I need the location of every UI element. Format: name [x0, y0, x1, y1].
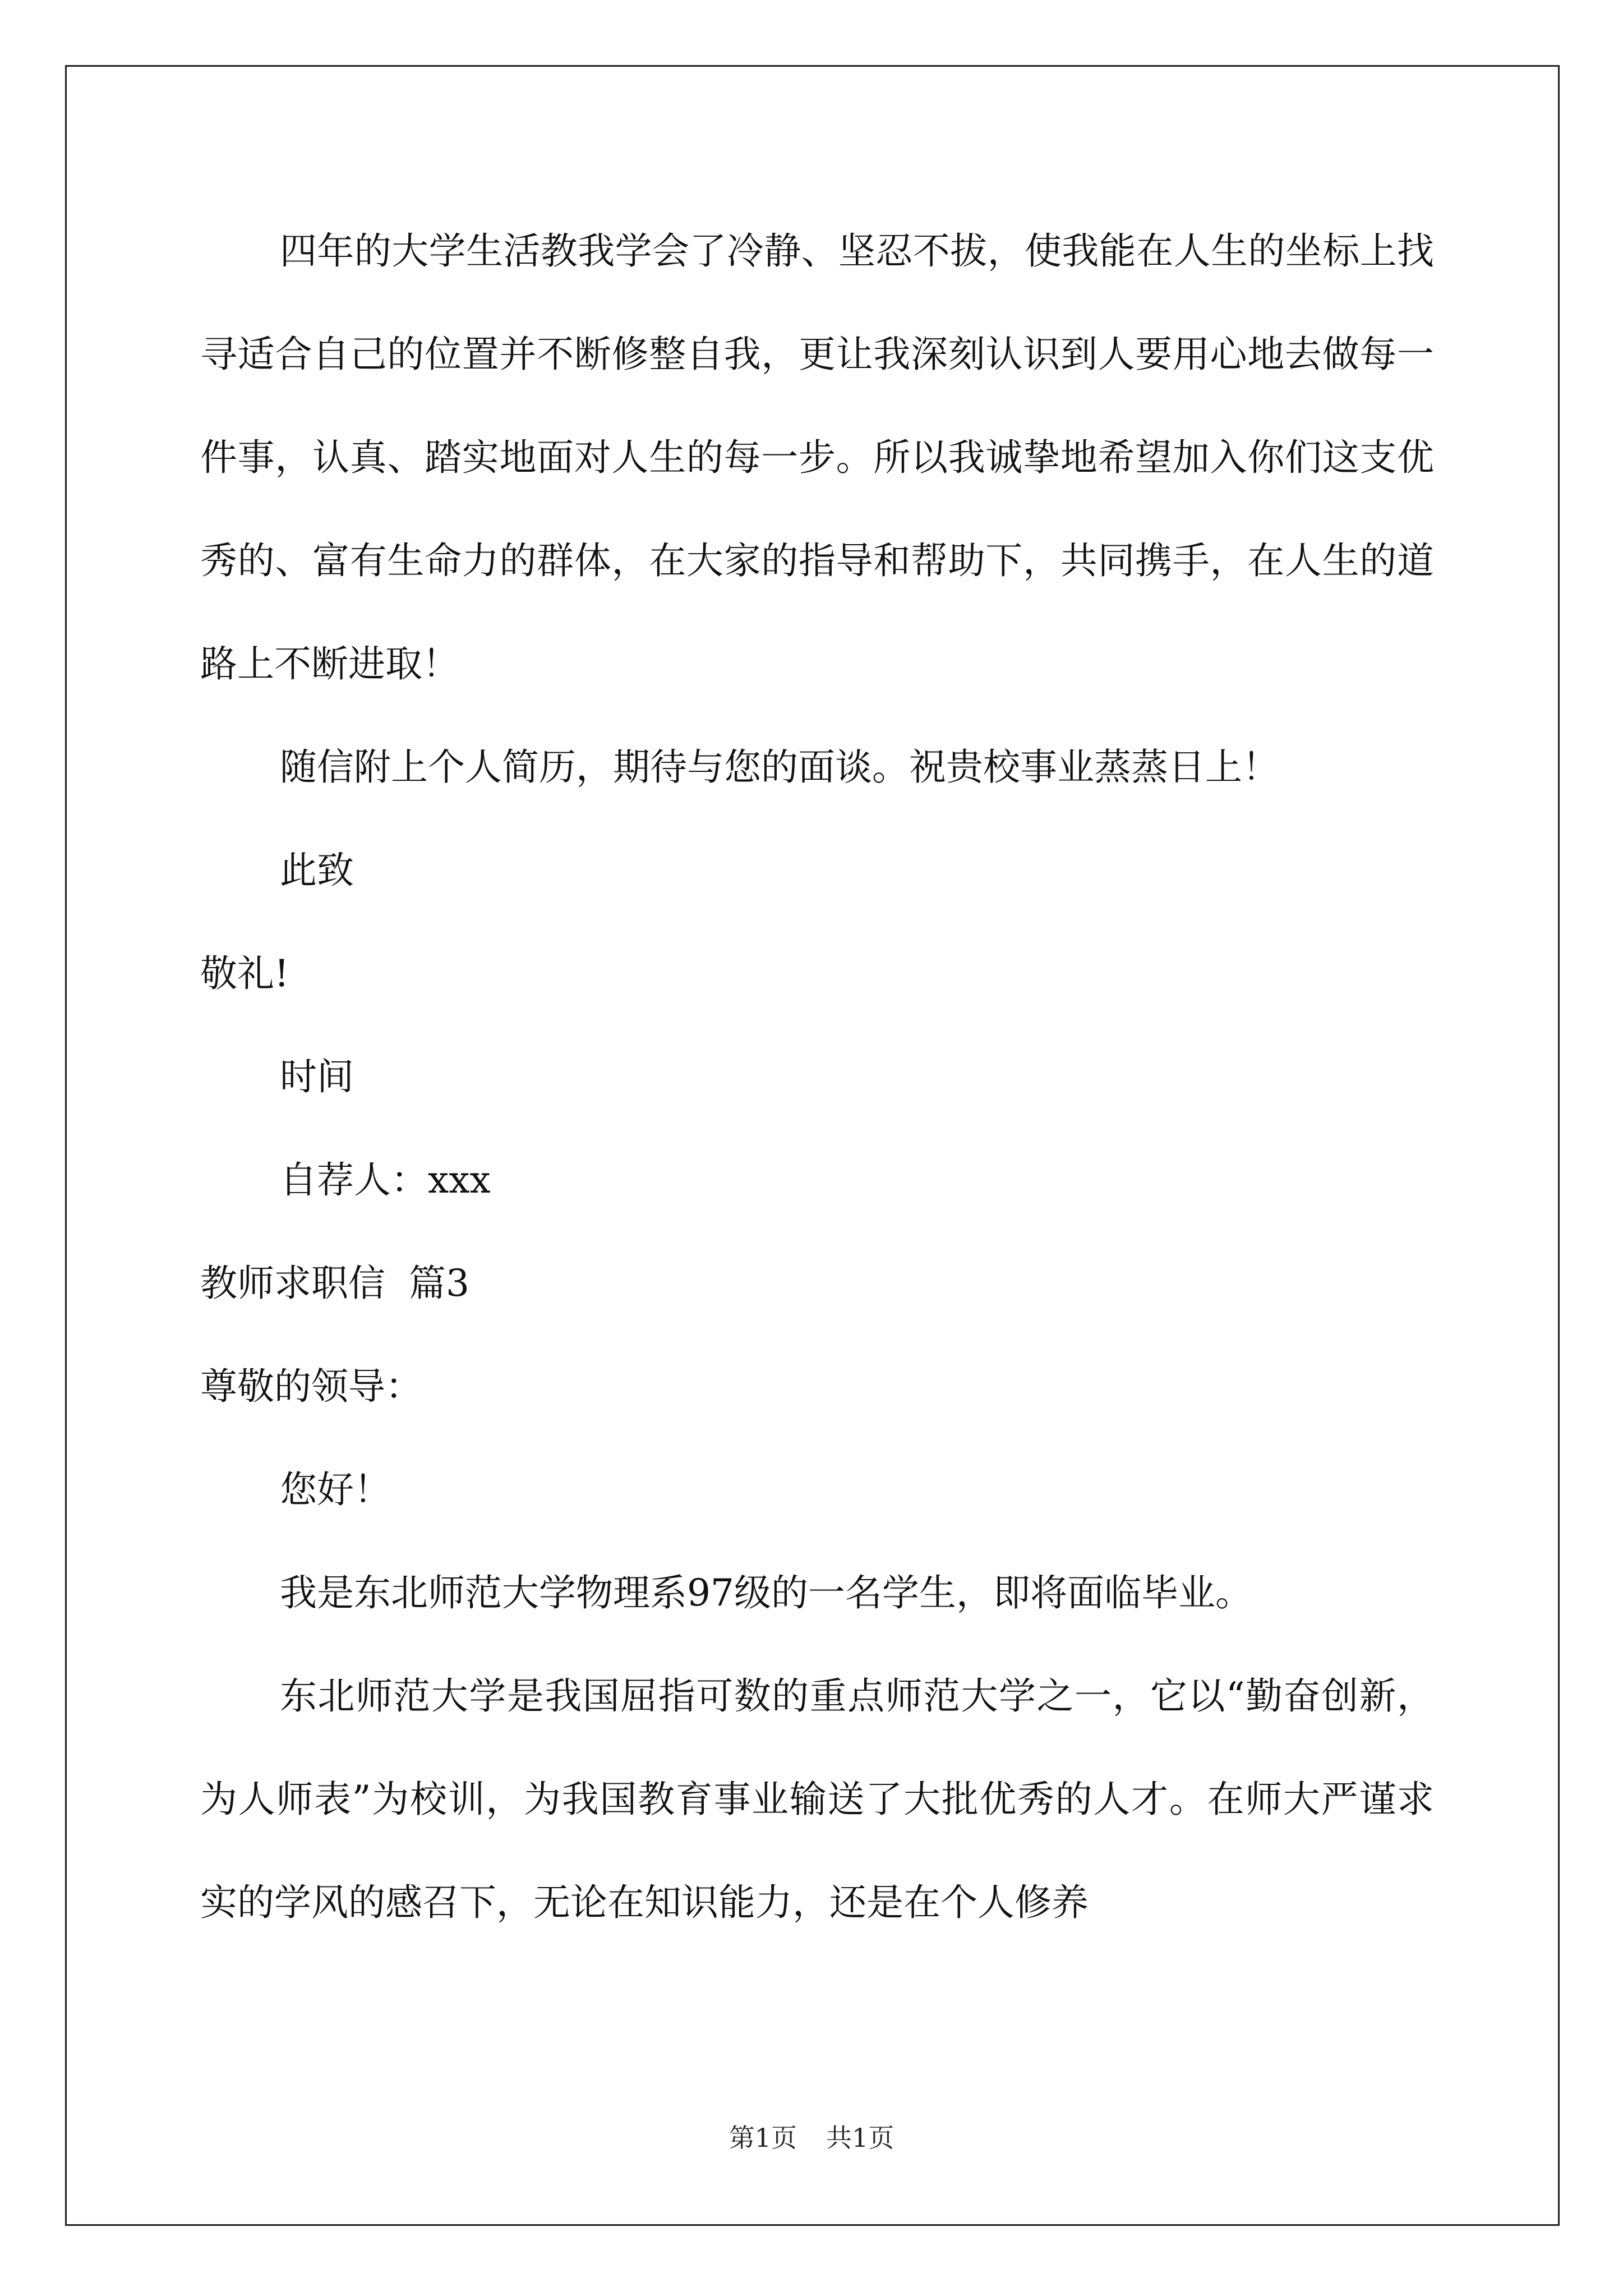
- document-body: [200, 200, 1434, 1954]
- salutation-jingli: 敬礼!: [200, 952, 289, 995]
- section-heading: 教师求职信 篇3: [200, 1262, 469, 1305]
- page-footer: [0, 2118, 1623, 2155]
- page-number: 第1页: [728, 2123, 797, 2153]
- paragraph-introduction: 我是东北师范大学物理系97级的一名学生，即将面临毕业。: [280, 1571, 1252, 1614]
- signature-line: 自荐人：xxx: [280, 1158, 491, 1202]
- paragraph-closing-statement: 四年的大学生活教我学会了冷静、坚忍不拔，使我能在人生的坐标上找寻适合自己的位置并不断修整自我，更让我深刻认识到人要用心地去做每一件事，认真、踏实地面对人生的每一步。所以我诚挚地希望加入你们这支优秀的、富有生命力的群体，在大家的指导和帮助下，共同携手，在人生的道路上不断进取！: [200, 229, 1434, 685]
- paragraph-university: 东北师范大学是我国屈指可数的重点师范大学之一，它以“勤奋创新，为人师表”为校训，为我国教育事业输送了大批优秀的人才。在师大严谨求实的学风的感召下，无论在知识能力，还是在个人修养: [200, 1674, 1434, 1924]
- greeting-recipient: 尊敬的领导：: [200, 1365, 422, 1408]
- salutation-cizhi: 此致: [280, 849, 354, 892]
- greeting-hello: 您好！: [280, 1468, 391, 1511]
- page-total: 共1页: [826, 2123, 895, 2153]
- date-line: 时间: [280, 1055, 354, 1098]
- paragraph-resume-attached: 随信附上个人简历，期待与您的面谈。祝贵校事业蒸蒸日上！: [280, 746, 1279, 789]
